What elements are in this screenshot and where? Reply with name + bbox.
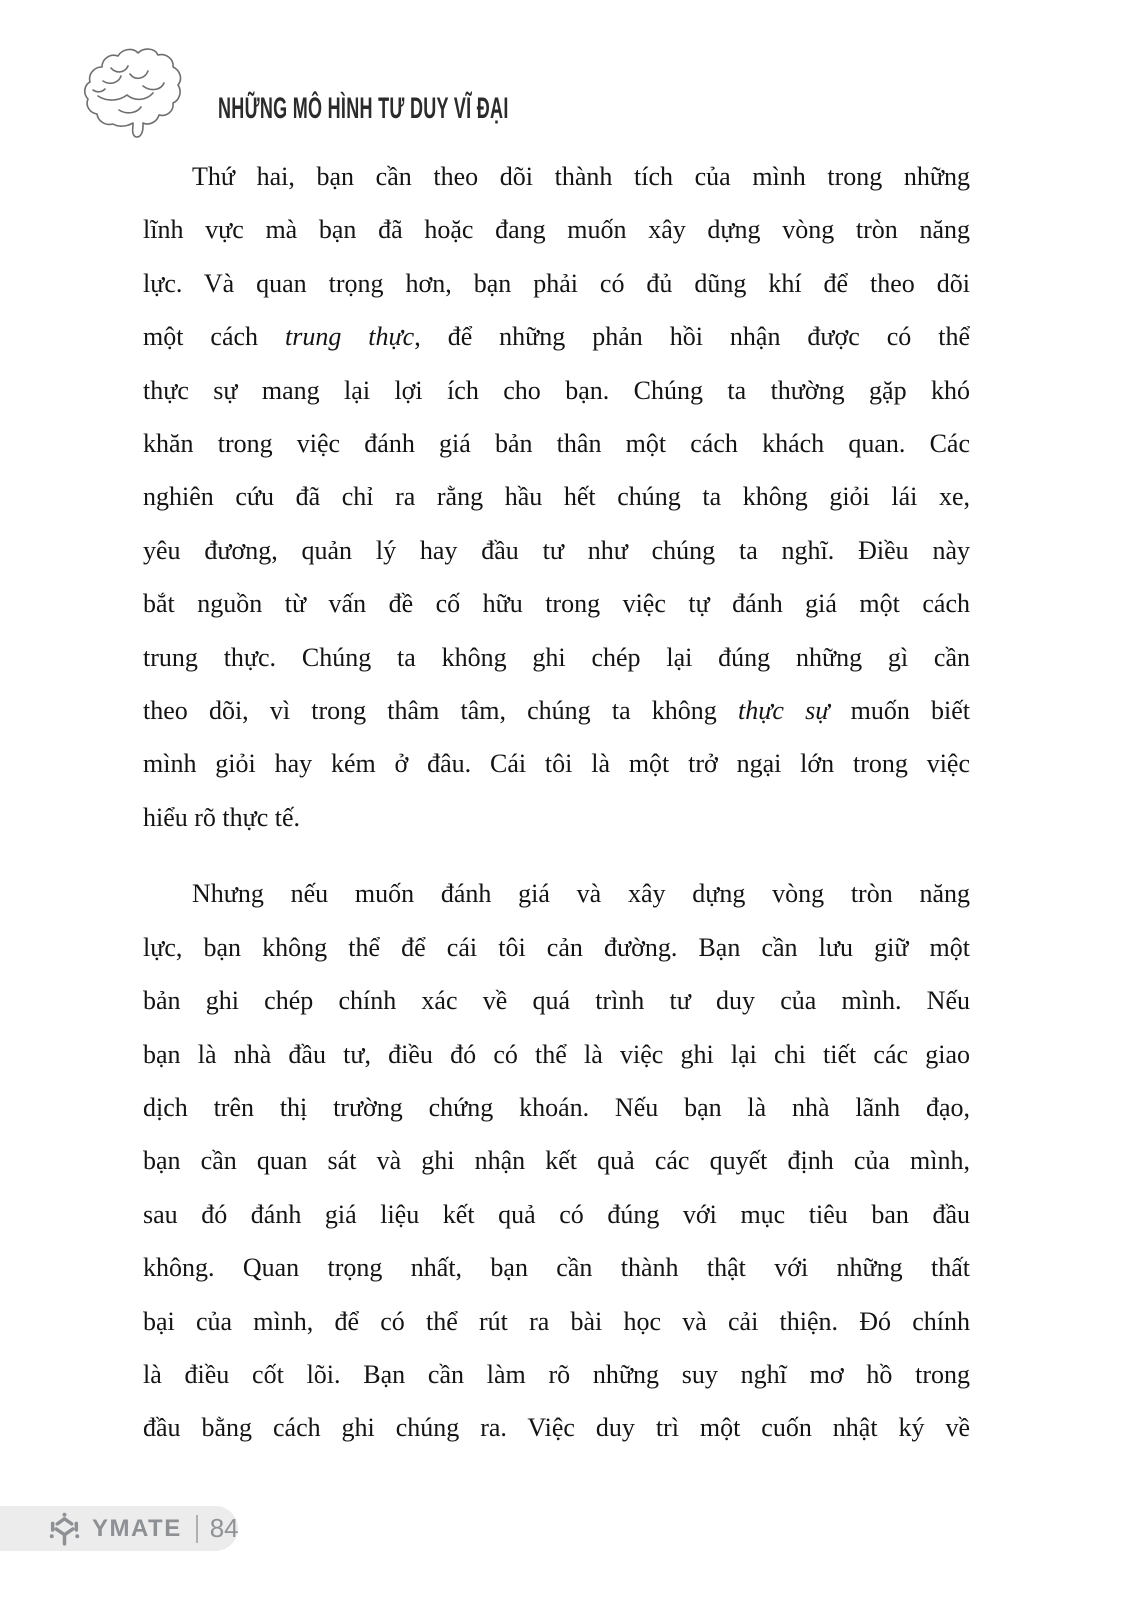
text-line [143, 867, 970, 920]
text-segment: yêu đương, quản lý hay đầu tư như chúng ta nghĩ. Điều này [143, 535, 970, 565]
text-segment: bạn là nhà đầu tư, điều đó có thể là việc ghi lại chi tiết các giao [143, 1039, 970, 1069]
text-segment: theo dõi, vì trong thâm tâm, chúng ta không [143, 696, 738, 726]
footer-divider [196, 1515, 198, 1543]
text-segment: lực, bạn không thể để cái tôi cản đường. Bạn cần lưu giữ một [143, 932, 970, 962]
text-segment: trung thực. Chúng ta không ghi chép lại đúng những gì cần [143, 642, 970, 672]
text-segment: sau đó đánh giá liệu kết quả có đúng với mục tiêu ban đầu [143, 1199, 970, 1229]
text-segment: muốn biết [829, 696, 971, 726]
page-number: 84 [209, 1513, 239, 1543]
text-segment: Nhưng nếu muốn đánh giá và xây dựng vòng tròn năng [192, 879, 970, 909]
text-block [143, 150, 970, 1455]
text-segment: hiểu rõ thực tế. [143, 802, 301, 832]
text-line [143, 310, 970, 363]
text-line [143, 1241, 970, 1294]
text-line [143, 1134, 970, 1187]
text-segment: mình giỏi hay kém ở đâu. Cái tôi là một trở ngại lớn trong việc [143, 749, 970, 779]
text-line [143, 470, 970, 523]
text-line [143, 684, 970, 737]
text-segment: lực. Và quan trọng hơn, bạn phải có đủ dũng khí để theo dõi [143, 268, 970, 298]
text-line [143, 921, 970, 974]
paragraph [143, 867, 970, 1454]
text-segment: một cách [143, 322, 285, 352]
emphasis-text: trung thực [284, 322, 415, 352]
text-segment: dịch trên thị trường chứng khoán. Nếu bạn là nhà lãnh đạo, [143, 1092, 970, 1122]
text-line [143, 257, 970, 310]
text-line [143, 631, 970, 684]
text-line [143, 524, 970, 577]
text-line [143, 974, 970, 1027]
text-line [143, 150, 970, 203]
text-line [143, 791, 970, 844]
text-segment: không. Quan trọng nhất, bạn cần thành thật với những thất [143, 1253, 970, 1283]
text-segment: thực sự mang lại lợi ích cho bạn. Chúng ta thường gặp khó [143, 375, 970, 405]
text-segment: nghiên cứu đã chỉ ra rằng hầu hết chúng ta không giỏi lái xe, [143, 482, 970, 512]
text-segment: bại của mình, để có thể rút ra bài học và cải thiện. Đó chính [143, 1306, 970, 1336]
footer-pill [0, 1506, 238, 1551]
text-line [143, 1348, 970, 1401]
text-line [143, 1081, 970, 1134]
text-segment: bạn cần quan sát và ghi nhận kết quả các quyết định của mình, [143, 1146, 970, 1176]
text-line [143, 1401, 970, 1454]
text-segment: khăn trong việc đánh giá bản thân một cách khách quan. Các [143, 429, 970, 459]
text-line [143, 1188, 970, 1241]
text-segment: Thứ hai, bạn cần theo dõi thành tích của mình trong những [192, 162, 970, 191]
paragraph [143, 150, 970, 844]
text-segment: đầu bằng cách ghi chúng ra. Việc duy trì một cuốn nhật ký về [143, 1413, 970, 1443]
running-head-title: NHỮNG MÔ HÌNH TƯ DUY VĨ ĐẠI [218, 92, 509, 125]
brain-icon [83, 46, 185, 140]
ymate-logo-icon [46, 1510, 83, 1547]
text-line [143, 417, 970, 470]
text-line [143, 737, 970, 790]
emphasis-text: thực sự [738, 696, 830, 726]
text-segment: , để những phản hồi nhận được có thể [414, 322, 970, 352]
text-line [143, 1295, 970, 1348]
text-line [143, 364, 970, 417]
text-segment: bản ghi chép chính xác về quá trình tư duy của mình. Nếu [143, 986, 970, 1016]
text-segment: bắt nguồn từ vấn đề cố hữu trong việc tự đánh giá một cách [143, 589, 970, 619]
brand-name: YMATE [92, 1514, 182, 1542]
text-line [143, 1028, 970, 1081]
text-line [143, 577, 970, 630]
text-line [143, 203, 970, 256]
text-segment: là điều cốt lõi. Bạn cần làm rõ những suy nghĩ mơ hồ trong [143, 1359, 970, 1389]
text-segment: lĩnh vực mà bạn đã hoặc đang muốn xây dựng vòng tròn năng [143, 215, 970, 245]
